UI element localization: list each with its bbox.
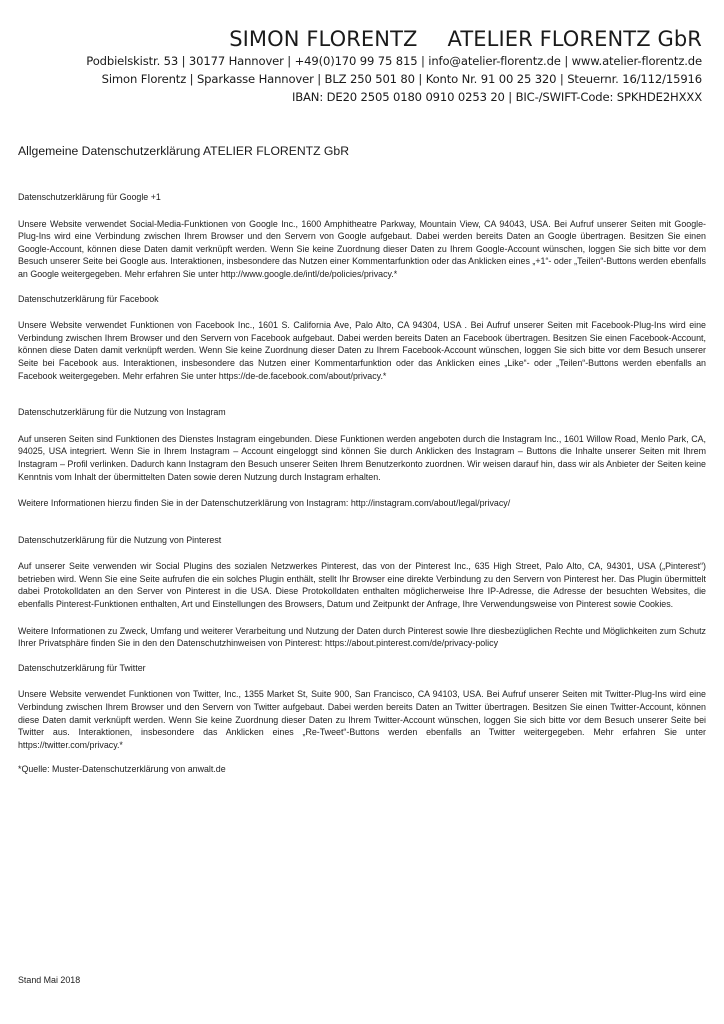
document-body: [18, 143, 706, 776]
section-paragraph: Weitere Informationen hierzu finden Sie in der Datenschutzerklärung von Instagram: http://instagram.com/about/legal/privacy/: [18, 498, 511, 509]
letterhead-address-line: Podbielskistr. 53 | 30177 Hannover | +49(0)170 99 75 815 | info@atelier-florentz.de | www.atelier-florentz.de: [86, 54, 702, 68]
section-paragraph: Unsere Website verwendet Social-Media-Funktionen von Google Inc., 1600 Amphitheatre Parkway, Mountain View, CA 94043, USA. Bei Aufruf unserer Seiten mit Google-Plug-Ins wird eine Verbindung zwischen Ihrem Browser und den Servern von Google aufgebaut. Dabei werden bereits Daten an Google übertragen. Besitzen Sie einen Google-Account, können diese Daten damit verknüpft werden. Wenn Sie keine Zuordnung dieser Daten zu Ihrem Google-Account wünschen, loggen Sie sich bitte vor dem Besuch unserer Seite bei Google aus. Interaktionen, insbesondere das Nutzen einer Kommentarfunktion oder das Anklicken eines „+1“- oder „Teilen“-Buttons werden ebenfalls an Google weitergegeben. Mehr erfahren Sie unter http://www.google.de/intl/de/policies/privacy.*: [18, 218, 706, 279]
section-twitter: [18, 662, 706, 752]
letterhead-bank-line: Simon Florentz | Sparkasse Hannover | BLZ 250 501 80 | Konto Nr. 91 00 25 320 | Steuernr. 16/112/15916: [101, 72, 702, 86]
section-heading: Datenschutzerklärung für Facebook: [18, 293, 159, 304]
section-heading: Datenschutzerklärung für die Nutzung von Instagram: [18, 407, 226, 418]
section-paragraph: Weitere Informationen zu Zweck, Umfang und weiterer Verarbeitung und Nutzung der Daten durch Pinterest sowie Ihre diesbezüglichen Rechte und Möglichkeiten zum Schutz Ihrer Privatsphäre finden Sie in den den Datenschutzhinweisen von Pinterest: https://about.pinterest.com/de/privacy-policy: [18, 625, 706, 649]
letterhead-iban-line: IBAN: DE20 2505 0180 0910 0253 20 | BIC-/SWIFT-Code: SPKHDE2HXXX: [291, 90, 702, 104]
letterhead: [86, 26, 702, 106]
document-date: Stand Mai 2018: [18, 975, 81, 985]
document-title: Allgemeine Datenschutzerklärung ATELIER FLORENTZ GbR: [18, 144, 349, 158]
letterhead-title: [86, 26, 702, 52]
source-note: *Quelle: Muster-Datenschutzerklärung von anwalt.de: [18, 764, 226, 775]
section-heading: Datenschutzerklärung für Google +1: [18, 192, 161, 202]
section-google: [18, 191, 706, 281]
section-instagram: [18, 406, 706, 510]
section-facebook: [18, 293, 706, 383]
section-paragraph: Unsere Website verwendet Funktionen von Facebook Inc., 1601 S. California Ave, Palo Alto, CA 94304, USA . Bei Aufruf unserer Seiten mit Facebook-Plug-Ins wird eine Verbindung zwischen Ihrem Browser und den Servern von Facebook aufgebaut. Dabei werden bereits Daten an Facebook übertragen. Besitzen Sie einen Facebook-Account, können diese Daten damit verknüpft werden. Wenn Sie keine Zuordnung dieser Daten zu Ihrem Facebook-Account wünschen, loggen Sie sich bitte vor dem Besuch unserer Seite bei Facebook aus. Interaktionen, insbesondere das Nutzen einer Kommentarfunktion oder das Anklicken eines „Like“- oder „Teilen“-Buttons werden ebenfalls an Facebook weitergegeben. Mehr erfahren Sie unter https://de-de.facebook.com/about/privacy.*: [18, 320, 706, 381]
section-heading: Datenschutzerklärung für Twitter: [18, 662, 146, 673]
section-heading: Datenschutzerklärung für die Nutzung von Pinterest: [18, 534, 222, 545]
section-paragraph: Unsere Website verwendet Funktionen von Twitter, Inc., 1355 Market St, Suite 900, San Francisco, CA 94103, USA. Bei Aufruf unserer Seiten mit Twitter-Plug-Ins wird eine Verbindung zwischen Ihrem Browser und den Servern von Twitter aufgebaut. Dabei werden bereits Daten an Twitter übertragen. Besitzen Sie einen Twitter-Account, können diese Daten damit verknüpft werden. Wenn Sie keine Zuordnung dieser Daten zu Ihrem Twitter-Account wünschen, loggen Sie sich bitte vor dem Besuch unserer Seite bei Twitter aus. Interaktionen, insbesondere das Anklicken eines „Re-Tweet“-Buttons werden ebenfalls an Twitter weitergegeben. Mehr erfahren Sie unter https://twitter.com/privacy.*: [18, 689, 706, 750]
letterhead-name: SIMON FLORENTZ: [229, 27, 418, 51]
letterhead-company: ATELIER FLORENTZ GbR: [447, 27, 702, 51]
section-paragraph: Auf unserer Seite verwenden wir Social Plugins des sozialen Netzwerkes Pinterest, das von der Pinterest Inc., 635 High Street, Palo Alto, CA, 94301, USA („Pinterest“) betrieben wird. Wenn Sie eine Seite aufrufen die ein solches Plugin enthält, stellt Ihr Browser eine direkte Verbindung zu den Servern von Pinterest her. Das Plugin übermittelt dabei Protokolldaten an den Server von Pinterest in die USA. Diese Protokolldaten enthalten möglicherweise Ihre IP-Adresse, die Adresse der besuchten Websites, die ebenfalls Pinterest-Funktionen enthalten, Art und Einstellungen des Browsers, Datum und Zeitpunkt der Anfrage, Ihre Verwendungsweise von Pinterest sowie Cookies.: [18, 561, 706, 610]
section-paragraph: Auf unseren Seiten sind Funktionen des Dienstes Instagram eingebunden. Diese Funktionen werden angeboten durch die Instagram Inc., 1601 Willow Road, Menlo Park, CA, 94025, USA integriert. Wenn Sie in Ihrem Instagram – Account eingeloggt sind können Sie durch Anklicken des Instagram – Buttons die Inhalte unserer Seiten mit Ihrem Instagram – Profil verlinken. Dadurch kann Instagram den Besuch unserer Seiten Ihrem Benutzerkonto zuordnen. Wir weisen darauf hin, dass wir als Anbieter der Seiten keine Kenntnis vom Inhalt der übermittelten Daten sowie deren Nutzung durch Instagram erhalten.: [18, 433, 706, 482]
section-pinterest: [18, 534, 706, 650]
